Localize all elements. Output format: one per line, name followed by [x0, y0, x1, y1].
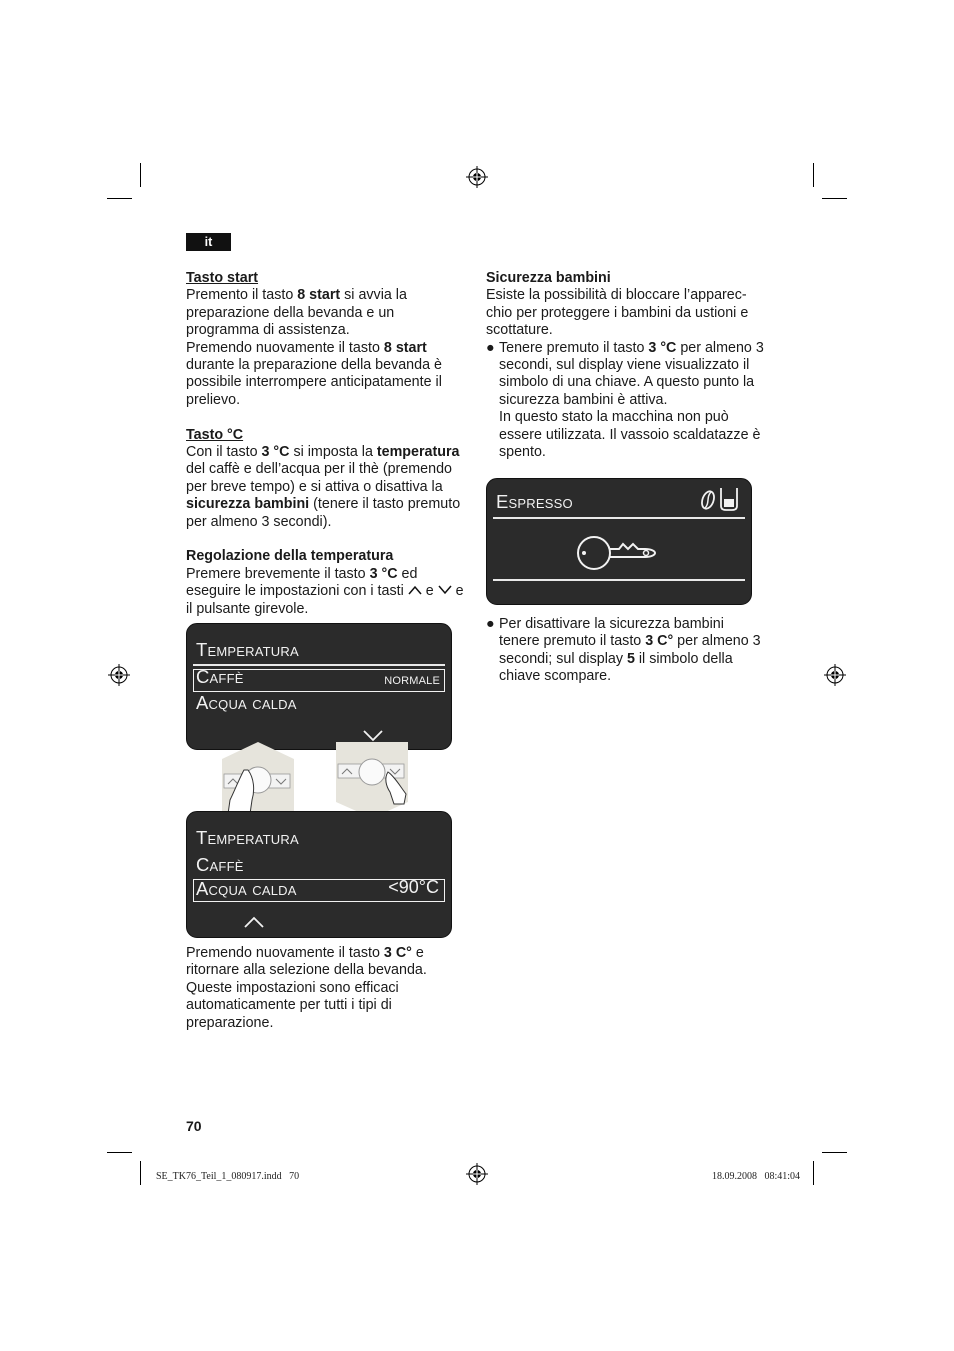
bullet-icon: ● — [486, 339, 495, 356]
registration-mark-icon — [466, 1163, 488, 1185]
key-icon — [575, 534, 659, 572]
right-column — [486, 270, 768, 461]
display-title: Temperatura — [196, 827, 299, 848]
crop-mark — [140, 1161, 141, 1185]
crop-mark — [107, 198, 132, 199]
chevron-down-icon — [362, 729, 384, 743]
section-heading-start: Tasto start — [186, 270, 259, 286]
bullet-icon: ● — [486, 616, 495, 632]
crop-mark — [107, 1152, 132, 1153]
row-value-normal: normale — [384, 671, 440, 688]
paragraph: Premento il tasto 8 start si avvia la preparazione della bevanda e un programma di assistenza. — [186, 287, 407, 339]
section-heading-temp: Tasto °C — [186, 426, 244, 443]
chevron-up-icon — [408, 585, 422, 595]
crop-mark — [813, 163, 814, 187]
section-heading-regulation: Regolazione della temperatura — [186, 548, 394, 565]
crop-mark — [140, 163, 141, 187]
display-temperature-coffee — [186, 623, 452, 750]
registration-mark-icon — [824, 664, 846, 686]
row-label-hot-water: Acqua calda — [196, 878, 297, 899]
crop-mark — [822, 1152, 847, 1153]
cup-icon — [719, 486, 739, 512]
display-title: Temperatura — [196, 639, 299, 660]
chevron-up-icon — [243, 915, 265, 929]
footer-file: SE_TK76_Teil_1_080917.indd 70 — [156, 1171, 300, 1182]
registration-mark-icon — [108, 664, 130, 686]
display-title: Espresso — [496, 491, 573, 512]
footer-timestamp: 18.09.2008 08:41:04 — [712, 1171, 801, 1182]
display-espresso-locked — [486, 478, 752, 605]
crop-mark — [822, 198, 847, 199]
row-value-temperature: <90°C — [388, 877, 439, 897]
registration-mark-icon — [466, 166, 488, 188]
divider — [493, 579, 745, 581]
row-label-hot-water: Acqua calda — [196, 692, 297, 713]
finger-down-button-illustration — [336, 742, 408, 818]
paragraph: Premendo nuovamente il tasto 3 C° e ritornare alla selezione della bevanda. Queste impostazioni sono efficaci automaticamente per tutti i tipi di preparazione. — [186, 945, 427, 1031]
coffee-bean-icon — [700, 489, 716, 511]
paragraph: Premere brevemente il tasto 3 °C ed eseguire le impostazioni con i tasti e e il pulsante girevole. — [186, 565, 464, 617]
paragraph: Esiste la possibilità di bloccare l’apparec-chio per proteggere i bambini da ustioni e scottature. — [486, 287, 749, 339]
left-column-bottom — [186, 945, 471, 1032]
crop-mark — [813, 1161, 814, 1185]
paragraph: Premendo nuovamente il tasto 8 start durante la preparazione della bevanda è possibile interrompere anticipatamente il prelievo. — [186, 339, 442, 408]
display-temperature-hot-water — [186, 811, 452, 938]
row-label-coffee: Caffè — [196, 854, 244, 875]
right-column-bottom — [486, 616, 768, 686]
divider — [493, 517, 745, 519]
row-label-coffee: Caffè — [196, 666, 244, 687]
chevron-down-icon — [438, 585, 452, 595]
left-column — [186, 270, 471, 618]
finger-up-button-illustration — [222, 742, 294, 814]
section-heading-child-lock: Sicurezza bambini — [486, 270, 611, 286]
list-item: ● Tenere premuto il tasto 3 °C per almeno 3 secondi, sul display viene visualizzato il simbolo di una chiave. A questo punto la sicurezza bambini è attiva. In questo stato la macchina non può essere utilizzata. Il vassoio scaldatazze è spento. — [486, 339, 764, 461]
page-number: 70 — [186, 1118, 202, 1134]
paragraph: Con il tasto 3 °C si imposta la temperatura del caffè e dell’acqua per il thè (premendo per breve tempo) e si attiva o disattiva la sicurezza bambini (tenere il tasto premuto per almeno 3 secondi). — [186, 444, 461, 530]
list-item: ● Per disattivare la sicurezza bambini tenere premuto il tasto 3 C° per almeno 3 secondi; sul display 5 il simbolo della chiave scompare. — [486, 616, 761, 685]
language-tab: it — [186, 233, 231, 251]
